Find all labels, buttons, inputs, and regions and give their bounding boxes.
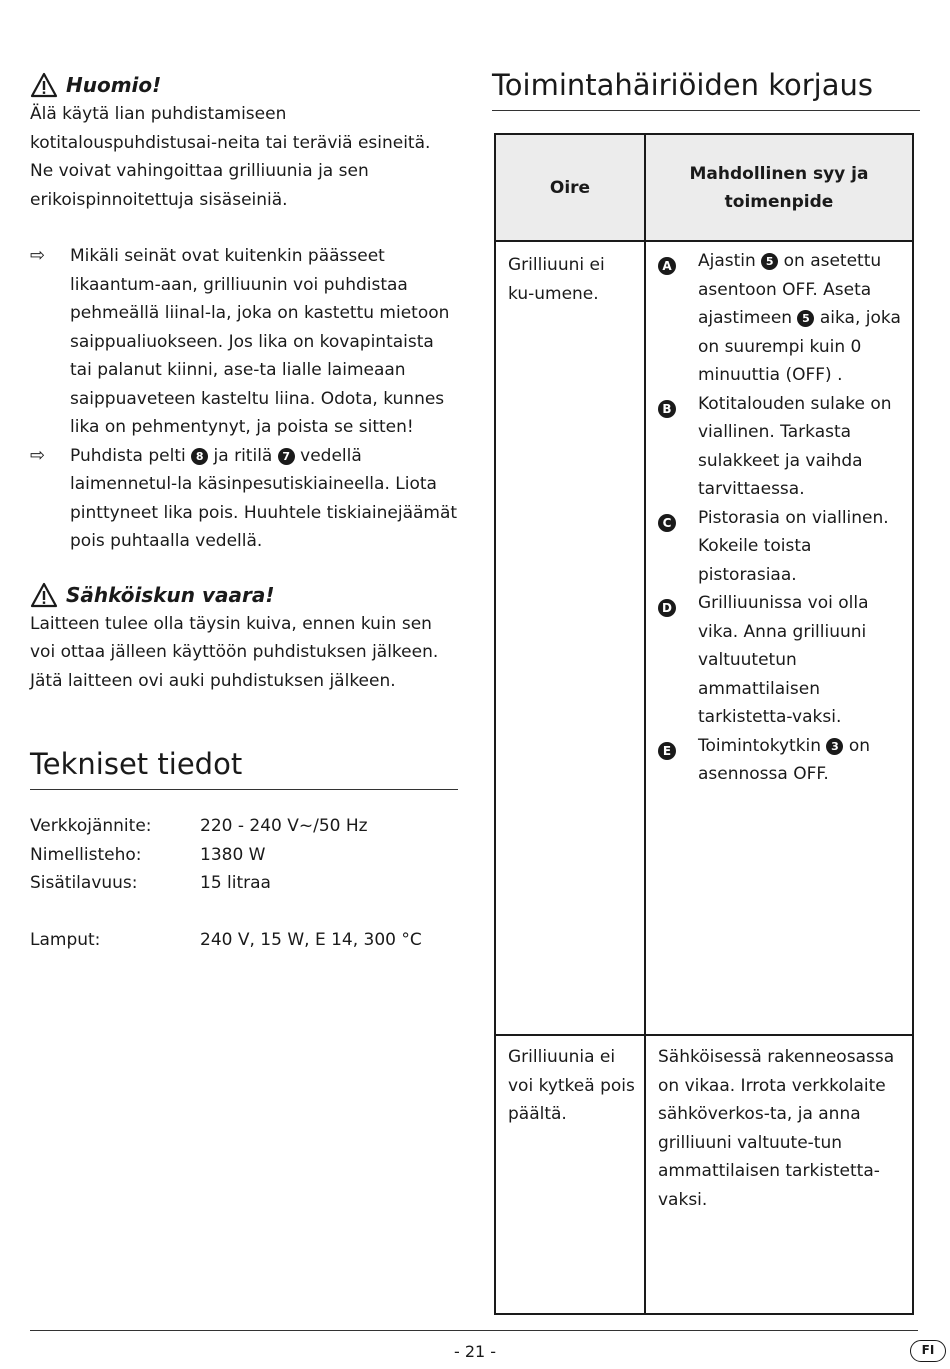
page-number: - 21 - (453, 1342, 497, 1361)
tech-table (30, 812, 458, 955)
text-part: ja ritilä (213, 445, 273, 466)
text-part: Puhdista pelti (70, 445, 186, 466)
letter-badge: D (658, 599, 676, 617)
letter-badge: B (658, 400, 676, 418)
language-badge: FI (910, 1340, 946, 1362)
list-item (30, 442, 458, 556)
warning-title: Huomio! (66, 73, 162, 97)
warning-triangle-icon (30, 72, 58, 98)
spec-key: Verkkojännite: (30, 816, 152, 836)
list-item (658, 390, 910, 504)
right-column (492, 66, 920, 111)
letter-badge: A (658, 257, 676, 275)
table-row (30, 926, 458, 955)
tech-section (30, 745, 458, 955)
warning-heading (30, 70, 458, 100)
warning-heading (30, 580, 458, 610)
text-part: Toimintokytkin (698, 735, 822, 756)
warning-title: Sähköiskun vaara! (66, 582, 275, 607)
list-item-text: Mikäli seinät ovat kuitenkin päässeet likaantum-aan, grilliuunin voi puhdistaa pehmeällä liinal-la, joka on kastettu mietoon saippualiuokseen. Jos lika on kovapintaista tai palanut kiinni, ase-ta lialle laimeaan saippuaveteen kasteltu liina. Odota, kunnes lika on pehmentynyt, ja poista se sitten! (70, 246, 450, 437)
cause-cell (658, 247, 910, 789)
list-item (658, 732, 910, 789)
left-column (30, 70, 458, 955)
text-part: vedellä laimennetul-la käsinpesutiskiaineella. Liota pinttyneet lika pois. Huuhtele tiskiainejäämät pois puhtaalla vedellä. (70, 445, 458, 551)
column-header-cause: Mahdollinen syy ja toimenpide (689, 163, 869, 212)
text-part: Ajastin (698, 251, 756, 271)
list-item (658, 247, 910, 390)
part-number-badge: 5 (797, 310, 814, 327)
warning-text: Älä käytä lian puhdistamiseen kotitalouspuhdistusai-neita tai teräviä esineitä. Ne voivat vahingoittaa grilliuunia ja sen erikoispinnoitettuja sisäseiniä. (30, 104, 431, 210)
column-divider (644, 135, 646, 1313)
symptom-cell: Grilliuuni ei ku-umene. (508, 255, 605, 304)
cause-cell: Sähköisessä rakenneosassa on vikaa. Irrota verkkolaite sähköverkos-ta, ja anna grilliuuni valtuute-tun ammattilaisen tarkistetta-vaksi. (658, 1047, 895, 1210)
spec-value: 240 V, 15 W, E 14, 300 °C (200, 930, 422, 950)
warning-text: Laitteen tulee olla täysin kuiva, ennen kuin sen voi ottaa jälleen käyttöön puhdistuksen jälkeen. Jätä laitteen ovi auki puhdistuksen jälkeen. (30, 613, 439, 691)
table-row (30, 812, 458, 841)
entry-text (698, 732, 910, 789)
spec-value: 1380 W (200, 844, 266, 865)
part-number-badge: 8 (191, 448, 208, 465)
letter-badge: E (658, 742, 676, 760)
text-part: aika, joka on suurempi kuin 0 minuuttia (OFF) . (698, 308, 901, 385)
spec-value: 15 litraa (200, 873, 271, 893)
troubleshooting-table (494, 133, 914, 1315)
spec-key: Lamput: (30, 930, 101, 950)
spec-value: 220 - 240 V~/50 Hz (200, 816, 368, 836)
column-header-symptom: Oire (549, 177, 591, 198)
table-row (30, 869, 458, 898)
table-row (30, 841, 458, 870)
row-divider (496, 1034, 912, 1036)
section-title: Tekniset tiedot (30, 745, 458, 790)
spec-key: Sisätilavuus: (30, 873, 138, 893)
section-title: Toimintahäiriöiden korjaus (492, 66, 920, 111)
part-number-badge: 5 (761, 253, 778, 270)
arrow-icon: ⇨ (30, 444, 46, 466)
part-number-badge: 7 (278, 448, 295, 465)
entry-text: Pistorasia on viallinen. Kokeile toista pistorasiaa. (698, 507, 889, 585)
list-item (658, 589, 910, 732)
bullet-list (30, 242, 458, 556)
text-part: on asennossa OFF. (698, 735, 871, 784)
footer-divider (30, 1330, 918, 1331)
letter-badge: C (658, 514, 676, 532)
list-item (30, 242, 458, 442)
entry-text: Kotitalouden sulake on viallinen. Tarkasta sulakkeet ja vaihda tarvittaessa. (698, 393, 892, 499)
arrow-icon: ⇨ (30, 245, 46, 266)
electric-warning (30, 580, 458, 696)
spec-key: Nimellisteho: (30, 844, 142, 865)
list-item-text (70, 442, 458, 556)
entry-text (698, 247, 910, 390)
warning-triangle-icon (30, 582, 58, 608)
text-part: on asetettu asentoon OFF. Aseta ajastimeen (698, 251, 882, 328)
symptom-cell: Grilliuunia ei voi kytkeä pois päältä. (508, 1047, 635, 1124)
list-item (658, 504, 910, 590)
entry-text: Grilliuunissa voi olla vika. Anna grilliuuni valtuutetun ammattilaisen tarkistetta-vaksi. (698, 593, 869, 727)
part-number-badge: 3 (826, 738, 843, 755)
